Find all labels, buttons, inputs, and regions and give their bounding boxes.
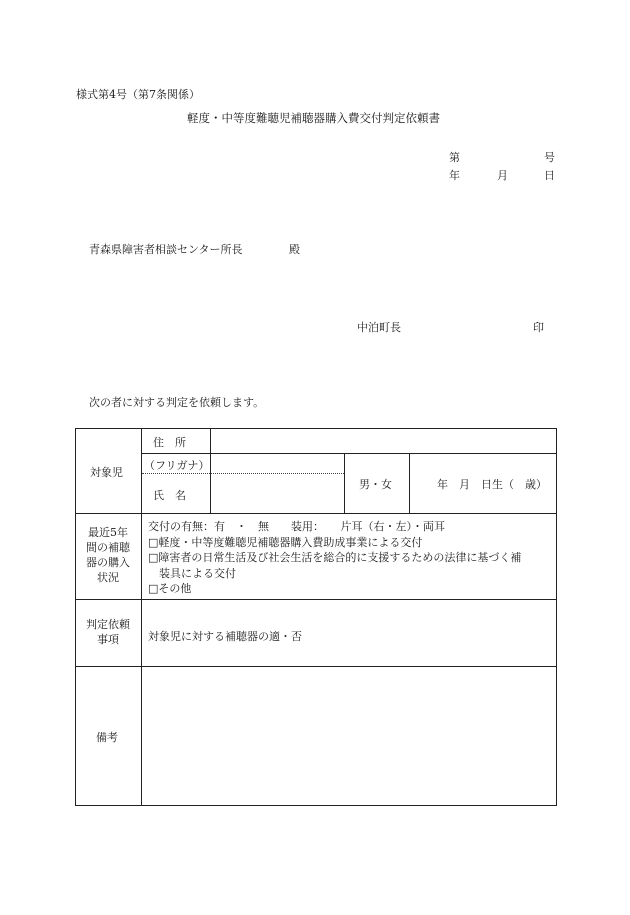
history-line: □障害者の日常生活及び社会生活を総合的に支援するための法律に基づく補: [148, 551, 522, 564]
date-year: 年: [449, 169, 460, 182]
remarks-label: 備考: [96, 731, 118, 744]
request-table: [75, 428, 557, 806]
address-label: 住 所: [153, 436, 186, 449]
gender-options: 男・女: [359, 478, 392, 491]
date-day: 日: [544, 169, 555, 182]
history-line: □その他: [148, 582, 192, 595]
intro-text: 次の者に対する判定を依頼します。: [89, 396, 265, 409]
history-label: 最近5年 間の補聴 器の購入 状況: [86, 526, 130, 584]
sender-name: 中泊町長: [357, 321, 401, 334]
furigana-label: （フリガナ）: [144, 459, 210, 472]
history-line: □軽度・中等度難聴児補聴器購入費助成事業による交付: [148, 535, 423, 549]
request-text: 対象児に対する補聴器の適・否: [148, 630, 302, 643]
subject-label: 対象児: [90, 466, 123, 479]
page-title: 軽度・中等度難聴児補聴器購入費交付判定依頼書: [187, 111, 440, 125]
sender-seal: 印: [533, 321, 544, 334]
birth-date: 年 月 日生（ 歳）: [437, 478, 547, 491]
date-month: 月: [497, 169, 508, 182]
history-line: 交付の有無：有 ・ 無 装用： 片耳（右・左）・両耳: [148, 520, 445, 533]
doc-no-go: 号: [544, 151, 555, 164]
addressee-honorific: 殿: [289, 243, 300, 256]
name-label: 氏 名: [153, 489, 186, 502]
request-label: 判定依頼 事項: [86, 618, 130, 646]
history-line: 装具による交付: [148, 566, 236, 580]
doc-no-dai: 第: [449, 151, 460, 164]
history-content: [148, 519, 521, 597]
form-number: 様式第4号（第7条関係）: [76, 88, 200, 101]
addressee-name: 青森県障害者相談センター所長: [89, 243, 243, 256]
